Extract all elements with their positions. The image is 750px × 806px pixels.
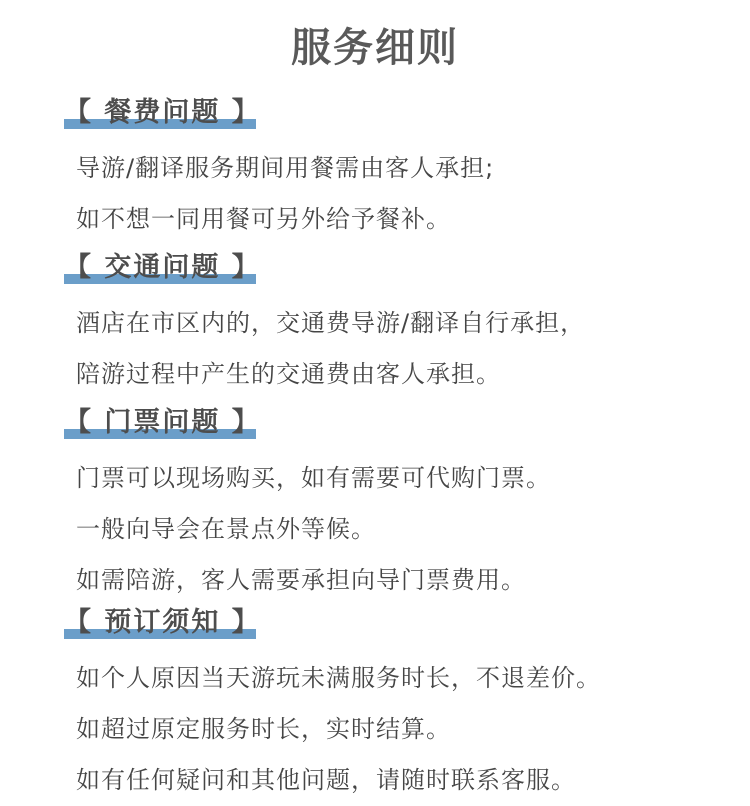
section-body xyxy=(76,298,585,400)
body-line: 门票可以现场购买，如有需要可代购门票。 xyxy=(76,464,551,492)
section-heading-label: 【 门票问题 】 xyxy=(64,407,261,438)
section-body xyxy=(76,653,601,806)
section-heading xyxy=(64,95,259,135)
section-heading-label: 【 餐费问题 】 xyxy=(64,97,261,128)
page-title: 服务细则 xyxy=(291,25,459,71)
section-heading-label: 【 预订须知 】 xyxy=(64,607,261,638)
section-heading-label: 【 交通问题 】 xyxy=(64,252,261,283)
body-line: 如需陪游，客人需要承担向导门票费用。 xyxy=(76,566,526,594)
section-heading xyxy=(64,405,259,445)
body-line: 酒店在市区内的，交通费导游/翻译自行承担， xyxy=(76,309,586,337)
section-heading xyxy=(64,250,259,290)
body-line: 如有任何疑问和其他问题，请随时联系客服。 xyxy=(76,766,576,794)
section-heading xyxy=(64,605,259,645)
body-line: 如不想一同用餐可另外给予餐补。 xyxy=(76,205,451,233)
section-body xyxy=(76,143,494,245)
body-line: 如个人原因当天游玩未满服务时长，不退差价。 xyxy=(76,664,601,692)
body-line: 如超过原定服务时长，实时结算。 xyxy=(76,715,451,743)
section-body xyxy=(76,453,551,606)
body-line: 导游/翻译服务期间用餐需由客人承担; xyxy=(76,154,495,182)
body-line: 一般向导会在景点外等候。 xyxy=(76,515,376,543)
body-line: 陪游过程中产生的交通费由客人承担。 xyxy=(76,360,501,388)
